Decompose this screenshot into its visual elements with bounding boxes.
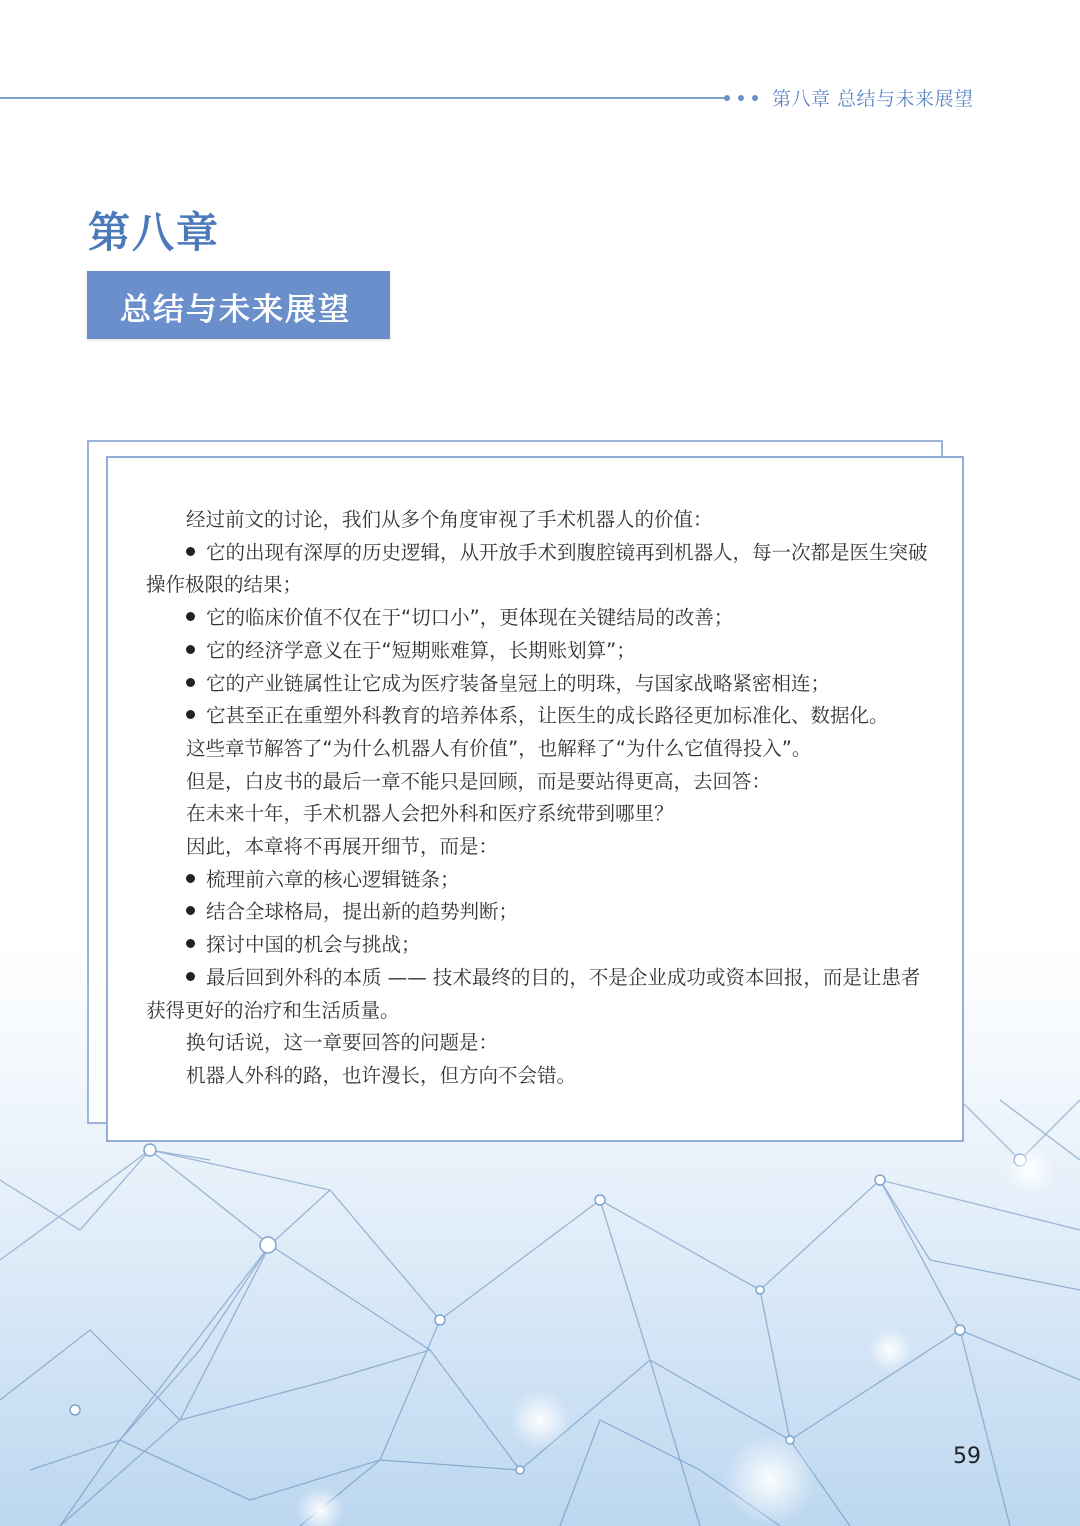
list-item: 探讨中国的机会与挑战； [146, 929, 928, 962]
page-number: 59 [953, 1444, 981, 1469]
paragraph: 机器人外科的路，也许漫长，但方向不会错。 [186, 1063, 577, 1087]
list-item: 它的产业链属性让它成为医疗装备皇冠上的明珠，与国家战略紧密相连； [146, 668, 928, 701]
list-item: 它的经济学意义在于“短期账难算，长期账划算”； [146, 635, 928, 668]
paragraph: 这些章节解答了“为什么机器人有价值”，也解释了“为什么它值得投入”。 [186, 736, 812, 760]
bullet-icon [186, 874, 195, 883]
list-item: 它的临床价值不仅在于“切口小”，更体现在关键结局的改善； [146, 602, 928, 635]
chapter-number: 第八章 [88, 208, 221, 257]
list-item: 最后回到外科的本质 —— 技术最终的目的，不是企业成功或资本回报，而是让患者获得更好的治疗和生活质量。 [146, 965, 921, 1022]
list-item: 梳理前六章的核心逻辑链条； [146, 864, 928, 897]
bullet-icon [186, 678, 195, 687]
bullet-icon [186, 710, 195, 719]
header-dots [724, 93, 764, 103]
chapter-title: 总结与未来展望 [120, 292, 351, 328]
paragraph: 但是，白皮书的最后一章不能只是回顾，而是要站得更高，去回答： [186, 769, 772, 793]
bullet-icon [186, 612, 195, 621]
chapter-title-box [87, 271, 390, 339]
list-item: 结合全球格局，提出新的趋势判断； [146, 896, 928, 929]
paragraph: 换句话说，这一章要回答的问题是： [186, 1031, 499, 1055]
running-head: 第八章 总结与未来展望 [772, 88, 974, 110]
intro-paragraph: 经过前文的讨论，我们从多个角度审视了手术机器人的价值： [186, 508, 713, 531]
body-text [146, 504, 928, 1093]
bullet-icon [186, 547, 195, 556]
bullet-icon [186, 906, 195, 915]
paragraph: 因此，本章将不再展开细节，而是： [186, 835, 499, 859]
paragraph: 在未来十年，手术机器人会把外科和医疗系统带到哪里？ [186, 802, 674, 826]
list-item: 它甚至正在重塑外科教育的培养体系，让医生的成长路径更加标准化、数据化。 [146, 700, 928, 733]
bullet-icon [186, 939, 195, 948]
bullet-icon [186, 645, 195, 654]
text-frame [106, 456, 964, 1142]
header-rule [0, 97, 728, 99]
list-item: 它的出现有深厚的历史逻辑，从开放手术到腹腔镜再到机器人，每一次都是医生突破操作极限的结果； [146, 540, 928, 597]
bullet-icon [186, 972, 195, 981]
